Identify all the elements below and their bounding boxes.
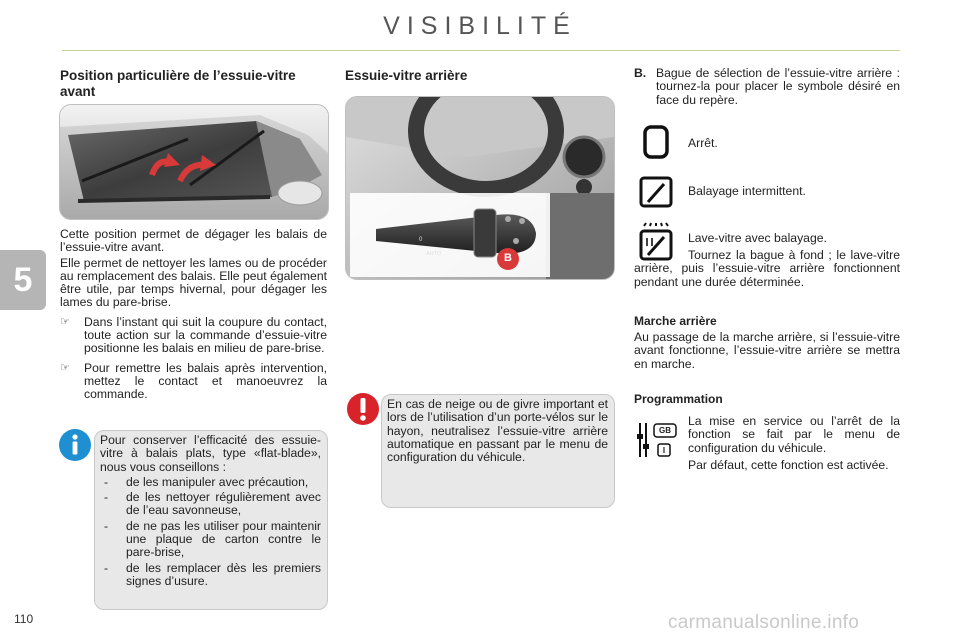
reverse-heading: Marche arrière bbox=[634, 314, 717, 328]
bullet-item: ☞ Dans l’instant qui suit la coupure du contact, toute action sur la commande d’essuie-vitre positionne les balais en milieu de pare-brise. bbox=[60, 314, 327, 356]
list-item: - de les manipuler avec précaution, bbox=[104, 474, 309, 489]
programming-text bbox=[688, 415, 900, 474]
reverse-text: Au passage de la marche arrière, si l’essuie-vitre avant fonctionne, l’essuie-vitre arrière se mettra en marche. bbox=[634, 330, 900, 371]
ring-b-label: B. bbox=[634, 66, 647, 80]
info-text bbox=[100, 434, 321, 588]
ring-b-description: B. Bague de sélection de l’essuie-vitre arrière : tournez-la pour placer le symbole désiré en face du repère. bbox=[634, 66, 900, 107]
chapter-tab: 5 bbox=[0, 250, 46, 310]
windscreen-illustration bbox=[60, 105, 328, 219]
i-label: I bbox=[662, 446, 666, 455]
page-title: VISIBILITÉ bbox=[383, 12, 577, 40]
wiper-stalk-illustration bbox=[346, 97, 614, 279]
stop-icon bbox=[640, 122, 672, 167]
warning-icon bbox=[346, 392, 380, 431]
programming-heading: Programmation bbox=[634, 392, 723, 406]
configuration-menu-icon bbox=[636, 420, 678, 460]
list-item: - de les remplacer dès les premiers signes d’usure. bbox=[104, 560, 321, 588]
watermark: carmanualsonline.info bbox=[668, 612, 860, 633]
callout-b: B bbox=[504, 252, 512, 264]
stalk-label-auto: AUTO bbox=[426, 251, 442, 257]
page-number: 110 bbox=[14, 612, 34, 626]
pointing-hand-icon: ☞ bbox=[60, 361, 70, 374]
list-item: - de ne pas les utiliser pour maintenir une plaque de carton contre le pare-brise, bbox=[104, 518, 321, 560]
section-heading-rear-wiper: Essuie-vitre arrière bbox=[345, 68, 468, 83]
intermittent-wipe-icon bbox=[638, 172, 674, 217]
wiper-stalk-photo bbox=[345, 96, 615, 280]
title-rule bbox=[62, 50, 900, 51]
info-icon bbox=[58, 428, 92, 467]
paragraph: Par défaut, cette fonction est activée. bbox=[688, 457, 889, 472]
stalk-label-off: 0 bbox=[419, 237, 423, 243]
mode-label-stop: Arrêt. bbox=[688, 136, 718, 150]
paragraph: Elle permet de nettoyer les lames ou de procéder au remplacement des balais. Elle peut également être utile, par temps hivernal, pour dégager les lames du pare-brise. bbox=[60, 255, 327, 310]
info-intro: Pour conserver l’efficacité des essuie-vitre à balais plats, type «flat-blade», nous vous conseillons : bbox=[100, 433, 321, 474]
list-item: - de les nettoyer régulièrement avec de l’eau savonneuse, bbox=[104, 490, 321, 518]
warning-text: En cas de neige ou de givre important et lors de l’utilisation d’un porte-vélos sur le hayon, neutralisez l’essuie-vitre arrière automatique en passant par le menu de configuration du véhicule. bbox=[387, 397, 608, 465]
front-wiper-text bbox=[60, 228, 327, 402]
paragraph: Cette position permet de dégager les balais de l’essuie-vitre avant. bbox=[60, 227, 327, 255]
mode-label-intermittent: Balayage intermittent. bbox=[688, 184, 806, 198]
windscreen-photo bbox=[59, 104, 329, 220]
pointing-hand-icon: ☞ bbox=[60, 315, 70, 328]
washer-note: Tournez la bague à fond ; le lave-vitre arrière, puis l’essuie-vitre arrière fonctionnent pendant une durée déterminée. bbox=[634, 248, 900, 289]
bullet-item: ☞ Pour remettre les balais après intervention, mettez le contact et manoeuvrez la commande. bbox=[60, 360, 327, 402]
mode-label-washer: Lave-vitre avec balayage. bbox=[688, 231, 827, 245]
section-heading-front-wiper: Position particulière de l’essuie-vitre avant bbox=[60, 68, 296, 99]
paragraph: La mise en service ou l’arrêt de la fonction se fait par le menu de configuration du véhicule. bbox=[688, 414, 900, 455]
gb-label: GB bbox=[659, 426, 671, 435]
